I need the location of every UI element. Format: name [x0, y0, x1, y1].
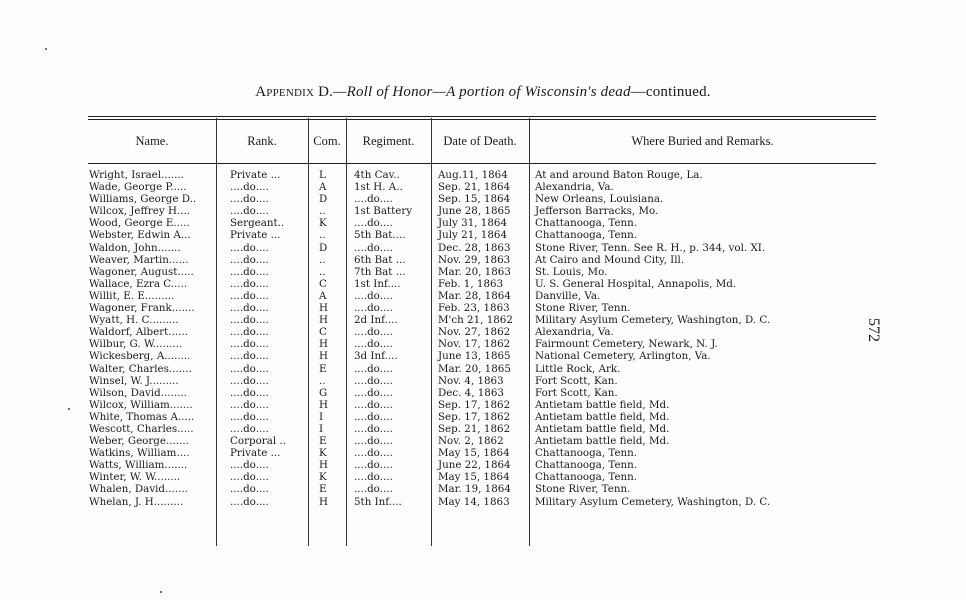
table-row	[0, 290, 966, 302]
roll-table	[0, 169, 966, 508]
cell-rank: ....do....	[230, 386, 269, 399]
table-row	[0, 363, 966, 375]
cell-date: Mar. 20, 1865	[438, 362, 511, 375]
cell-name: Weaver, Martin......	[89, 253, 189, 266]
cell-where: Danville, Va.	[535, 289, 601, 302]
cell-name: Watkins, William....	[89, 447, 190, 460]
table-row	[0, 411, 966, 423]
cell-regiment: ....do....	[354, 459, 393, 472]
cell-rank: ....do....	[230, 483, 269, 496]
cell-date: Feb. 23, 1863	[438, 302, 510, 315]
table-row	[0, 387, 966, 399]
table-row	[0, 471, 966, 483]
cell-regiment: ....do....	[354, 410, 393, 423]
table-row	[0, 193, 966, 205]
table-row	[0, 217, 966, 229]
cell-rank: ....do....	[230, 326, 269, 339]
cell-rank: ....do....	[230, 362, 269, 375]
table-row	[0, 266, 966, 278]
page-number: 572	[865, 318, 882, 342]
cell-where: Little Rock, Ark.	[535, 362, 621, 375]
table-row	[0, 326, 966, 338]
cell-com: ..	[319, 265, 326, 278]
cell-com: K	[319, 471, 327, 484]
cell-regiment: ....do....	[354, 435, 393, 448]
cell-com: ..	[319, 205, 326, 218]
cell-rank: ....do....	[230, 181, 269, 194]
cell-date: Nov. 27, 1862	[438, 326, 511, 339]
cell-where: Fort Scott, Kan.	[535, 374, 618, 387]
speck	[68, 408, 70, 410]
cell-regiment: 5th Bat....	[354, 229, 406, 242]
cell-rank: ....do....	[230, 314, 269, 327]
cell-date: Sep. 15, 1864	[438, 193, 511, 206]
cell-date: Dec. 28, 1863	[438, 241, 511, 254]
cell-rank: ....do....	[230, 410, 269, 423]
cell-where: Antietam battle field, Md.	[535, 435, 670, 448]
cell-rank: ....do....	[230, 471, 269, 484]
cell-name: Winsel, W. J.........	[89, 374, 179, 387]
cell-com: I	[319, 410, 324, 423]
cell-name: Wilbur, G. W.........	[89, 338, 183, 351]
cell-rank: ....do....	[230, 205, 269, 218]
header-name: Name.	[135, 133, 169, 148]
cell-regiment: 1st Battery	[354, 205, 413, 218]
cell-regiment: 3d Inf....	[354, 350, 398, 363]
cell-rank: ....do....	[230, 241, 269, 254]
cell-name: Wagoner, Frank.......	[89, 302, 195, 315]
header-com: Com.	[313, 133, 341, 148]
speck	[160, 591, 162, 593]
table-row	[0, 254, 966, 266]
cell-where: New Orleans, Louisiana.	[535, 193, 664, 206]
cell-com: H	[319, 302, 328, 315]
cell-name: Wescott, Charles.....	[89, 422, 194, 435]
cell-where: Antietam battle field, Md.	[535, 410, 670, 423]
cell-where: Fairmount Cemetery, Newark, N. J.	[535, 338, 718, 351]
cell-name: Webster, Edwin A...	[89, 229, 191, 242]
cell-date: Sep. 21, 1864	[438, 181, 511, 194]
cell-where: Chattanooga, Tenn.	[535, 459, 638, 472]
table-row	[0, 229, 966, 241]
cell-date: Sep. 17, 1862	[438, 398, 511, 411]
cell-regiment: 6th Bat ...	[354, 253, 406, 266]
cell-name: Wilcox, William.......	[89, 398, 193, 411]
cell-rank: ....do....	[230, 422, 269, 435]
table-row	[0, 447, 966, 459]
cell-date: Mar. 28, 1864	[438, 289, 511, 302]
cell-regiment: ....do....	[354, 241, 393, 254]
cell-where: Chattanooga, Tenn.	[535, 229, 638, 242]
cell-name: Wright, Israel.......	[89, 169, 184, 181]
cell-where: St. Louis, Mo.	[535, 265, 608, 278]
cell-com: H	[319, 495, 328, 508]
cell-name: Wilcox, Jeffrey H....	[89, 205, 191, 218]
cell-name: Whelan, J. H.........	[89, 495, 184, 508]
cell-date: May 15, 1864	[438, 471, 510, 484]
table-row	[0, 435, 966, 447]
cell-where: Chattanooga, Tenn.	[535, 471, 638, 484]
cell-regiment: ....do....	[354, 289, 393, 302]
cell-com: H	[319, 350, 328, 363]
cell-date: July 21, 1864	[438, 229, 507, 242]
cell-com: ..	[319, 253, 326, 266]
cell-name: Watts, William.......	[89, 459, 188, 472]
cell-name: Waldon, John.......	[89, 241, 181, 254]
cell-where: At Cairo and Mound City, Ill.	[535, 253, 685, 266]
cell-date: July 31, 1864	[438, 217, 507, 230]
cell-name: Weber, George.......	[89, 435, 189, 448]
table-row	[0, 483, 966, 495]
top-rule	[88, 116, 876, 117]
cell-date: June 22, 1864	[438, 459, 511, 472]
cell-rank: ....do....	[230, 253, 269, 266]
cell-com: G	[319, 386, 328, 399]
cell-com: ..	[319, 229, 326, 242]
cell-name: White, Thomas A.....	[89, 410, 195, 423]
cell-rank: Private ...	[230, 229, 281, 242]
table-row	[0, 242, 966, 254]
speck	[45, 48, 47, 50]
cell-date: Mar. 20, 1863	[438, 265, 511, 278]
cell-where: U. S. General Hospital, Annapolis, Md.	[535, 277, 737, 290]
cell-rank: Private ...	[230, 169, 281, 181]
cell-date: Nov. 2, 1862	[438, 435, 504, 448]
cell-where: Stone River, Tenn. See R. H., p. 344, vol. XI.	[535, 241, 766, 254]
cell-regiment: 7th Bat ...	[354, 265, 406, 278]
cell-regiment: ....do....	[354, 483, 393, 496]
cell-rank: ....do....	[230, 289, 269, 302]
table-row	[0, 181, 966, 193]
cell-where: Military Asylum Cemetery, Washington, D. C.	[535, 314, 771, 327]
cell-where: Antietam battle field, Md.	[535, 398, 670, 411]
cell-date: May 14, 1863	[438, 495, 510, 508]
cell-com: D	[319, 193, 328, 206]
table-row	[0, 302, 966, 314]
cell-com: E	[319, 362, 327, 375]
cell-com: K	[319, 447, 327, 460]
cell-regiment: ....do....	[354, 217, 393, 230]
title-suffix: —continued.	[630, 84, 711, 100]
cell-name: Walter, Charles.......	[89, 362, 192, 375]
cell-rank: ....do....	[230, 277, 269, 290]
cell-regiment: 2d Inf....	[354, 314, 398, 327]
cell-regiment: ....do....	[354, 422, 393, 435]
cell-com: C	[319, 326, 327, 339]
header-regiment: Regiment.	[362, 133, 415, 148]
cell-regiment: ....do....	[354, 374, 393, 387]
cell-regiment: ....do....	[354, 302, 393, 315]
cell-regiment: 1st Inf....	[354, 277, 401, 290]
header-rank: Rank.	[247, 133, 277, 148]
cell-com: L	[319, 169, 326, 181]
cell-regiment: ....do....	[354, 362, 393, 375]
cell-date: Feb. 1, 1863	[438, 277, 504, 290]
cell-where: At and around Baton Rouge, La.	[535, 169, 703, 181]
table-row	[0, 338, 966, 350]
cell-where: National Cemetery, Arlington, Va.	[535, 350, 711, 363]
cell-date: May 15, 1864	[438, 447, 510, 460]
cell-com: D	[319, 241, 328, 254]
cell-com: E	[319, 483, 327, 496]
cell-regiment: 1st H. A..	[354, 181, 403, 194]
cell-com: A	[319, 181, 327, 194]
cell-rank: ....do....	[230, 459, 269, 472]
cell-where: Stone River, Tenn.	[535, 483, 631, 496]
cell-name: Wyatt, H. C.........	[89, 314, 179, 327]
cell-com: H	[319, 314, 328, 327]
cell-where: Antietam battle field, Md.	[535, 422, 670, 435]
cell-rank: ....do....	[230, 338, 269, 351]
cell-rank: ....do....	[230, 302, 269, 315]
cell-date: Mar. 19, 1864	[438, 483, 511, 496]
cell-regiment: 4th Cav..	[354, 169, 400, 181]
cell-name: Willit, E. E.........	[89, 289, 175, 302]
cell-date: June 13, 1865	[438, 350, 511, 363]
cell-name: Wilson, David........	[89, 386, 187, 399]
cell-regiment: 5th Inf....	[354, 495, 402, 508]
cell-rank: Sergeant..	[230, 217, 285, 230]
cell-where: Chattanooga, Tenn.	[535, 447, 638, 460]
cell-com: C	[319, 277, 327, 290]
cell-rank: ....do....	[230, 350, 269, 363]
cell-com: H	[319, 338, 328, 351]
cell-com: E	[319, 435, 327, 448]
cell-name: Wallace, Ezra C.....	[89, 277, 188, 290]
table-row	[0, 375, 966, 387]
cell-where: Alexandria, Va.	[535, 181, 614, 194]
cell-rank: Corporal ..	[230, 435, 286, 448]
table-row	[0, 459, 966, 471]
cell-date: Sep. 17, 1862	[438, 410, 511, 423]
table-row	[0, 169, 966, 181]
cell-com: H	[319, 459, 328, 472]
cell-rank: ....do....	[230, 265, 269, 278]
cell-date: Dec. 4, 1863	[438, 386, 504, 399]
cell-where: Alexandria, Va.	[535, 326, 614, 339]
cell-date: Sep. 21, 1862	[438, 422, 511, 435]
cell-name: Winter, W. W........	[89, 471, 181, 484]
cell-where: Military Asylum Cemetery, Washington, D. C.	[535, 495, 771, 508]
cell-regiment: ....do....	[354, 447, 393, 460]
cell-where: Fort Scott, Kan.	[535, 386, 618, 399]
cell-rank: Private ...	[230, 447, 281, 460]
title-prefix: Appendix D.	[255, 84, 334, 100]
header-where: Where Buried and Remarks.	[631, 133, 774, 148]
cell-regiment: ....do....	[354, 193, 393, 206]
cell-com: I	[319, 422, 324, 435]
cell-date: Nov. 17, 1862	[438, 338, 511, 351]
header-date: Date of Death.	[443, 133, 517, 148]
cell-date: Nov. 29, 1863	[438, 253, 511, 266]
table-row	[0, 205, 966, 217]
cell-com: K	[319, 217, 327, 230]
title-italic: —Roll of Honor—A portion of Wisconsin's dead	[333, 84, 631, 100]
cell-regiment: ....do....	[354, 398, 393, 411]
cell-name: Williams, George D..	[89, 193, 197, 206]
cell-date: Aug.11, 1864	[438, 169, 508, 181]
cell-where: Jefferson Barracks, Mo.	[535, 205, 659, 218]
cell-rank: ....do....	[230, 374, 269, 387]
table-row	[0, 423, 966, 435]
cell-name: Wickesberg, A........	[89, 350, 191, 363]
cell-name: Whalen, David.......	[89, 483, 188, 496]
cell-where: Stone River, Tenn.	[535, 302, 631, 315]
cell-where: Chattanooga, Tenn.	[535, 217, 638, 230]
cell-name: Wade, George P.....	[89, 181, 187, 194]
cell-date: Nov. 4, 1863	[438, 374, 504, 387]
cell-regiment: ....do....	[354, 326, 393, 339]
table-row	[0, 496, 966, 508]
cell-com: ..	[319, 374, 326, 387]
table-row	[0, 278, 966, 290]
cell-name: Wood, George E.....	[89, 217, 190, 230]
page-title	[0, 84, 966, 101]
cell-date: M'ch 21, 1862	[438, 314, 513, 327]
table-row	[0, 350, 966, 362]
cell-date: June 28, 1865	[438, 205, 511, 218]
cell-regiment: ....do....	[354, 338, 393, 351]
cell-regiment: ....do....	[354, 471, 393, 484]
cell-regiment: ....do....	[354, 386, 393, 399]
cell-com: H	[319, 398, 328, 411]
cell-name: Wagoner, August.....	[89, 265, 194, 278]
table-row	[0, 314, 966, 326]
cell-rank: ....do....	[230, 193, 269, 206]
cell-com: A	[319, 289, 327, 302]
table-row	[0, 399, 966, 411]
cell-name: Waldorf, Albert......	[89, 326, 188, 339]
cell-rank: ....do....	[230, 398, 269, 411]
cell-rank: ....do....	[230, 495, 269, 508]
